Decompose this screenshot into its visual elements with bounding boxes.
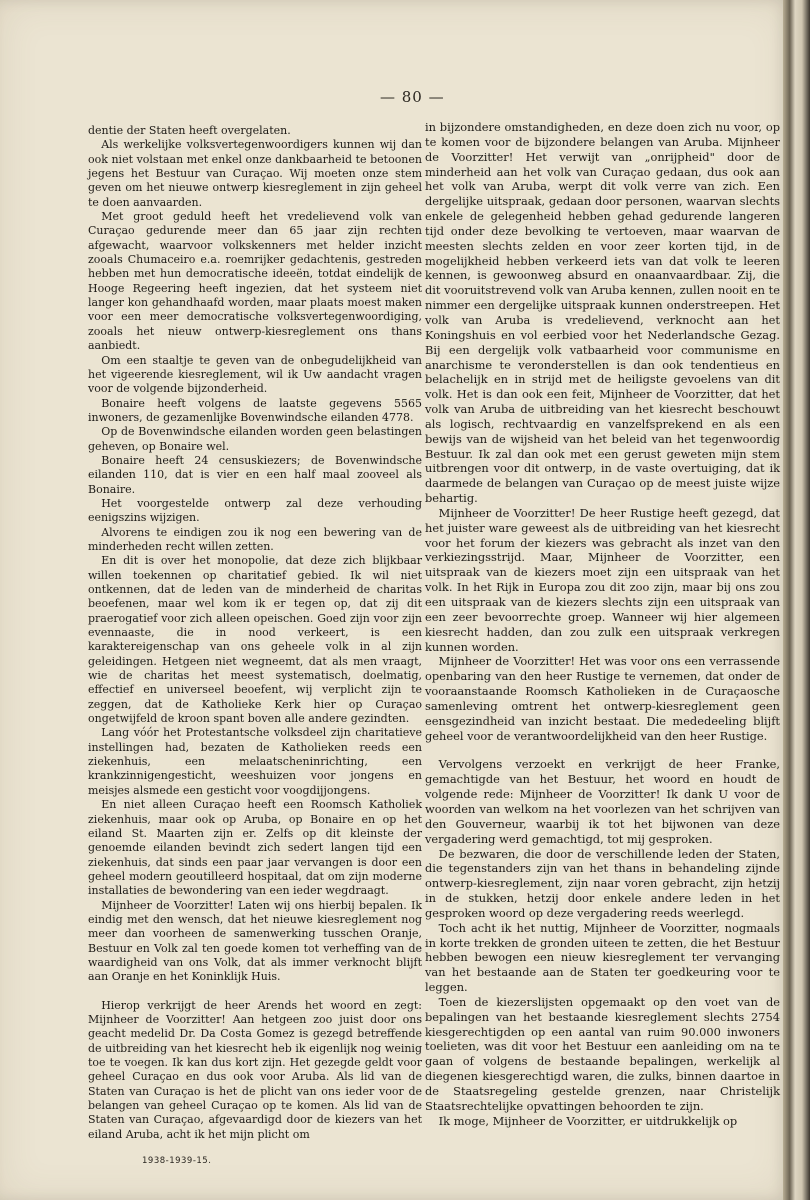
paragraph: Als werkelijke volksvertegenwoordigers kunnen wij dan ook niet volstaan met enkel onze dankbaarheid te betoonen jegens het Bestuur van Curaçao. Wij moeten onze stem geven om het nieuwe ontwerp kiesreglement in zijn geheel te doen aanvaarden. xyxy=(88,138,422,209)
paragraph: Bonaire heeft volgens de laatste gegevens 5565 inwoners, de gezamenlijke Bovenwindsche eilanden 4778. xyxy=(88,396,422,424)
paragraph: En dit is over het monopolie, dat deze zich blijkbaar willen toekennen op charitatief gebied. Ik wil niet ontkennen, dat de leden van de minderheid de charitas beoefenen, maar wel kom ik er tegen op, dat zij dit praerogatief voor zich alleen opeischen. Goed zijn voor zijn evennaaste, die in nood verkeert, is een karaktereigenschap van ons geheele volk in al zijn geleidingen. Hetgeen niet wegneemt, dat als men vraagt, wie de charitas het meest systematisch, doelmatig, effectief en universeel beoefent, wij verplicht zijn te zeggen, dat de Katholieke Kerk hier op Curaçao ongetwijfeld de kroon spant boven alle andere gezindten. xyxy=(88,554,422,726)
footer-code: 1938-1939-15. xyxy=(142,1156,212,1166)
paragraph: Ik moge, Mijnheer de Voorzitter, er uitdrukkelijk op xyxy=(438,1113,738,1128)
paragraph: Het voorgestelde ontwerp zal deze verhouding eenigszins wijzigen. xyxy=(88,496,422,525)
paragraph: Toen de kiezerslijsten opgemaakt op den voet van de bepalingen van het bestaande kiesreglement slechts 2754 kiesgerechtigden op een aantal van ruim 90.000 inwoners toelieten, was dit voor het Bestuur een aanleiding om na te gaan of volgens de bestaande bepalingen, werkelijk al diegenen kiesgerechtigd waren, die zulks, binnen daartoe in de Staatsregeling gestelde grenzen, naar Christelijk Staatsrechtelijke opvattingen behoorden te zijn. xyxy=(425,994,780,1113)
paragraph: Toch acht ik het nuttig, Mijnheer de Voorzitter, nogmaals in korte trekken de gronden uiteen te zetten, die het Bestuur hebben bewogen een nieuw kiesreglement ter vervanging van het bestaande aan de Staten ter goedkeuring voor te leggen. xyxy=(425,920,780,995)
paragraph: Vervolgens verzoekt en verkrijgt de heer Franke, gemachtigde van het Bestuur, het woord en houdt de volgende rede: Mijnheer de Voorzitter! Ik dank U voor de woorden van welkom na het voorlezen van het schrijven van den Gouverneur, waarbij ik tot het bijwonen van deze vergadering werd gemachtigd, tot mij gesproken. xyxy=(425,757,780,846)
paragraph: Bonaire heeft 24 censuskiezers; de Bovenwindsche eilanden 110, dat is vier en een half maal zooveel als Bonaire. xyxy=(88,453,422,496)
paragraph: Op de Bovenwindsche eilanden worden geen belastingen geheven, op Bonaire wel. xyxy=(88,425,422,453)
paragraph: Mijnheer de Voorzitter! Laten wij ons hierbij bepalen. Ik eindig met den wensch, dat het nieuwe kiesreglement nog meer dan voorheen de samenwerking tusschen Oranje, Bestuur en Volk zal ten goede komen tot verheffing van de waardigheid van ons Volk, dat als immer verknocht blijft aan Oranje en het Koninklijk Huis. xyxy=(88,898,422,984)
paragraph: dentie der Staten heeft overgelaten. xyxy=(88,124,291,137)
paragraph: in bijzondere omstandigheden, en deze doen zich nu voor, op te komen voor de bijzondere belangen van Aruba. Mijnheer de Voorzitter! Het verwijt van „onrijpheid" door de minderheid aan het volk van Curaçao gedaan, dus ook aan het volk van Aruba, werpt dit volk verre van zich. Een dergelijke uitspraak, gedaan door personen, waarvan slechts enkele de gelegenheid hebben gehad gedurende langeren tijd onder deze bevolking te vertoeven, maar waarvan de meesten slechts zelden en voor zeer korten tijd, in de mogelijkheid hebben verkeerd iets van dat volk te leeren kennen, is gewoonweg absurd en onaanvaardbaar. Zij, die dit vooruitstrevend volk van Aruba kennen, zullen nooit en te nimmer een dergelijke uitspraak kunnen onderstreepen. Het volk van Aruba is vredelievend, verknocht aan het Koningshuis en vol eerbied voor het Nederlandsche Gezag. Bij een dergelijk volk vatbaarheid voor communisme en anarchisme te veronderstellen is dan ook tendentieus en belachelijk en in strijd met de heiligste gevoelens van dit volk. Het is dan ook een feit, Mijnheer de Voorzitter, dat het volk van Aruba de uitbreiding van het kiesrecht beschouwt als logisch, rechtvaardig en vanzelfsprekend en als een bewijs van de wijsheid van het beleid van het tegenwoordig Bestuur. Ik zal dan ook met een gerust geweten mijn stem uitbrengen voor dit ontwerp, in de vaste overtuiging, dat ik daarmede de belangen van Curaçao op de meest juiste wijze behartig. xyxy=(425,120,780,506)
paragraph: Mijnheer de Voorzitter! Het was voor ons een verrassende openbaring van den heer Rustige te vernemen, dat onder de vooraanstaande Roomsch Katholieken in de Curaçaosche samenleving omtrent het ontwerp-kiesreglement geen eensgezindheid van inzicht bestaat. Die mededeeling blijft geheel voor de verantwoordelijkheid van den heer Rustige. xyxy=(425,654,780,743)
paragraph: En niet alleen Curaçao heeft een Roomsch Katholiek ziekenhuis, maar ook op Aruba, op Bonaire en op het eiland St. Maarten zijn er. Zelfs op dit kleinste der genoemde eilanden bevindt zich sedert langen tijd een ziekenhuis, dat sinds een paar jaar vervangen is door een geheel modern geoutilleerd hospitaal, dat om zijn moderne installaties de bewondering van een ieder wegdraagt. xyxy=(88,798,422,898)
page-number: — 80 — xyxy=(380,88,445,106)
paragraph: De bezwaren, die door de verschillende leden der Staten, die tegenstanders zijn van het thans in behandeling zijnde ontwerp-kiesreglement, zijn naar voren gebracht, zijn hetzij in de stukken, hetzij door enkele andere leden in het gesproken woord op deze vergadering reeds weerlegd. xyxy=(425,846,780,920)
right-column xyxy=(425,120,780,1129)
paragraph: Met groot geduld heeft het vredelievend volk van Curaçao gedurende meer dan 65 jaar zijn rechten afgewacht, waarvoor volkskenners met helder inzicht zooals Chumaceiro e.a. roemrijker gedachtenis, gestreden hebben met hun democratische ideeën, totdat eindelijk de Hooge Regeering heeft ingezien, dat het systeem niet langer kon gehandhaafd worden, maar plaats moest maken voor een meer democratische volksvertegenwoordiging, zooals het nieuw ontwerp-kiesreglement ons thans aanbiedt. xyxy=(88,210,422,353)
paragraph: Alvorens te eindigen zou ik nog een bewering van de minderheden recht willen zetten. xyxy=(88,525,422,553)
paragraph: Mijnheer de Voorzitter! De heer Rustige heeft gezegd, dat het juister ware geweest als de uitbreiding van het kiesrecht voor het forum der kiezers was gebracht als inzet van den verkiezingsstrijd. Maar, Mijnheer de Voorzitter, een uitspraak van de kiezers moet zijn een uitspraak van het volk. In het Rijk in Europa zou dit zoo zijn, maar bij ons zou een uitspraak van de kiezers slechts zijn een uitspraak van een zeer bevoorrechte groep. Wanneer wij hier algemeen kiesrecht hadden, dan zou zulk een uitspraak verkregen kunnen worden. xyxy=(425,505,780,654)
paragraph: Hierop verkrijgt de heer Arends het woord en zegt: Mijnheer de Voorzitter! Aan hetgeen zoo juist door ons geacht medelid Dr. Da Costa Gomez is gezegd betreffende de uitbreiding van het kiesrecht heb ik eigenlijk nog weinig toe te voegen. Ik kan dus kort zijn. Het gezegde geldt voor geheel Curaçao en dus ook voor Aruba. Als lid van de Staten van Curaçao is het de plicht van ons ieder voor de belangen van geheel Curaçao op te komen. Als lid van de Staten van Curaçao, afgevaardigd door de kiezers van het eiland Aruba, acht ik het mijn plicht om xyxy=(88,998,422,1141)
page-edge xyxy=(783,0,810,1200)
paragraph: Om een staaltje te geven van de onbegudelijkheid van het vigeerende kiesreglement, wil ik Uw aandacht vragen voor de volgende bijzonderheid. xyxy=(88,353,422,396)
paragraph: Lang vóór het Protestantsche volksdeel zijn charitatieve instellingen had, bezaten de Katholieken reeds een ziekenhuis, een melaatscheninrichting, een krankzinnigengesticht, weeshuizen voor jongens en meisjes alsmede een gesticht voor voogdijjongens. xyxy=(88,726,422,797)
left-column xyxy=(88,124,422,1142)
